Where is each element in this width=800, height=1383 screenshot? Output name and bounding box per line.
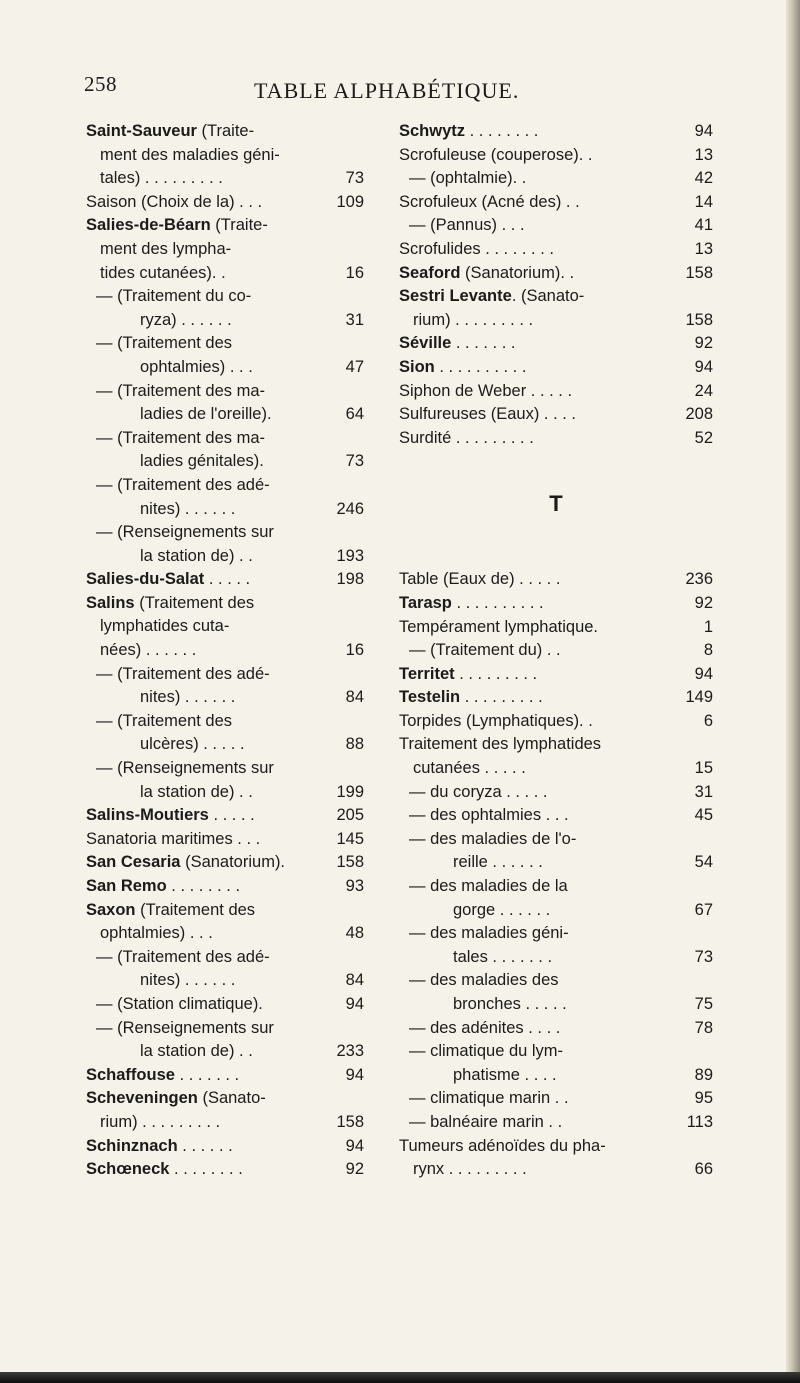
index-entry xyxy=(86,1064,364,1088)
entry-page-number: 67 xyxy=(694,900,713,919)
index-entry xyxy=(86,380,364,427)
entry-term: Territet xyxy=(399,664,455,683)
index-entry xyxy=(86,851,364,875)
index-entry xyxy=(86,710,364,757)
entry-page-number: 208 xyxy=(685,405,713,424)
index-entry xyxy=(399,238,713,262)
entry-term: Salies-du-Salat xyxy=(86,570,205,589)
entry-term-rest: . . . . . . . . xyxy=(465,122,539,140)
entry-line xyxy=(86,214,364,238)
entry-term-rest: . . . . . . . . . xyxy=(454,664,538,683)
index-entry xyxy=(399,686,713,710)
index-entry xyxy=(86,1135,364,1159)
entry-line: phatisme . . . . xyxy=(453,1065,557,1084)
entry-page-number: 47 xyxy=(345,357,364,376)
entry-term-rest: . . . . . . xyxy=(177,1136,233,1155)
index-entry xyxy=(399,922,713,969)
entry-page-number: 193 xyxy=(336,546,364,565)
index-entry xyxy=(86,946,364,993)
entry-line: Scrofulides . . . . . . . . xyxy=(399,239,554,258)
index-entry xyxy=(399,167,713,191)
index-entry xyxy=(399,356,713,380)
entry-page-number: 94 xyxy=(345,1136,364,1155)
index-section-s xyxy=(399,120,713,450)
entry-page-number: 41 xyxy=(694,216,713,235)
entry-line xyxy=(399,686,713,710)
entry-page-number: 158 xyxy=(685,310,713,329)
entry-term: Schwytz xyxy=(399,122,466,140)
entry-page-number: 24 xyxy=(694,381,713,400)
page-edge-shadow xyxy=(786,0,800,1383)
entry-line: — (Traitement des ma- xyxy=(96,381,266,400)
entry-line: gorge . . . . . . xyxy=(453,900,551,919)
entry-term: Saxon xyxy=(86,900,136,919)
entry-page-number: 13 xyxy=(694,145,713,164)
entry-line: Tempérament lymphatique. xyxy=(399,617,599,636)
entry-page-number: 66 xyxy=(694,1160,713,1179)
entry-term-rest: (Traite- xyxy=(210,216,268,235)
index-entry xyxy=(86,427,364,474)
entry-page-number: 246 xyxy=(336,499,364,518)
entry-page-number: 94 xyxy=(694,664,713,683)
entry-line: — (Renseignements sur xyxy=(96,1018,274,1037)
entry-line: tides cutanées). . xyxy=(100,263,226,282)
index-entry xyxy=(399,380,713,404)
entry-page-number: 84 xyxy=(345,688,364,707)
entry-line: ladies de l'oreille). xyxy=(140,405,272,424)
entry-term: San Remo xyxy=(86,877,167,895)
entry-page-number: 1 xyxy=(703,617,713,636)
entry-term: Salins xyxy=(86,593,135,612)
entry-line xyxy=(399,663,713,687)
index-entry xyxy=(86,1158,364,1182)
entry-line: — (Traitement des ma- xyxy=(96,428,266,447)
entry-line: Saison (Choix de la) . . . xyxy=(86,192,263,211)
entry-line: ulcères) . . . . . xyxy=(140,735,245,754)
entry-line: — (Traitement du co- xyxy=(96,287,252,306)
entry-line: Sanatoria maritimes . . . xyxy=(86,829,261,848)
entry-term-rest: . . . . . . . . . . xyxy=(451,593,544,612)
entry-line xyxy=(86,851,364,875)
entry-term: Salies-de-Béarn xyxy=(86,216,211,235)
entry-line: — (Renseignements sur xyxy=(96,759,274,778)
index-entry xyxy=(399,639,713,663)
index-entry xyxy=(86,757,364,804)
index-entry xyxy=(399,332,713,356)
entry-line xyxy=(86,1064,364,1088)
index-entry xyxy=(399,403,713,427)
entry-line: — (Renseignements sur xyxy=(96,523,274,542)
entry-page-number: 8 xyxy=(703,641,713,660)
entry-page-number: 89 xyxy=(694,1065,713,1084)
entry-line: — (Traitement des xyxy=(96,711,233,730)
entry-line: tales . . . . . . . xyxy=(453,947,553,966)
entry-line xyxy=(399,356,713,380)
section-letter-heading: T xyxy=(549,491,563,517)
entry-page-number: 31 xyxy=(694,782,713,801)
index-entry xyxy=(86,804,364,828)
entry-line: — (Traitement des adé- xyxy=(96,664,270,683)
entry-term: Seaford xyxy=(399,263,461,282)
entry-term: Testelin xyxy=(399,688,461,707)
entry-page-number: 16 xyxy=(345,263,364,282)
entry-term-rest: . . . . . . . . . . xyxy=(434,357,527,376)
index-entry xyxy=(86,1087,364,1134)
entry-line: — des maladies de l'o- xyxy=(409,829,577,848)
entry-term: Tarasp xyxy=(399,593,452,612)
entry-line: ladies génitales). xyxy=(140,452,264,471)
entry-page-number: 109 xyxy=(336,192,364,211)
entry-line: — (Traitement du) . . xyxy=(409,641,561,660)
entry-line: — des maladies de la xyxy=(409,877,568,896)
index-entry xyxy=(399,285,713,332)
entry-line: nites) . . . . . . xyxy=(140,971,236,990)
entry-page-number: 198 xyxy=(336,570,364,589)
entry-line: — des adénites . . . . xyxy=(409,1018,561,1037)
index-entry xyxy=(399,781,713,805)
entry-line: — (Traitement des adé- xyxy=(96,947,270,966)
entry-line: nites) . . . . . . xyxy=(140,499,236,518)
entry-line xyxy=(399,332,713,356)
page-header xyxy=(84,72,724,116)
entry-line: ryza) . . . . . . xyxy=(140,310,232,329)
index-entry xyxy=(86,592,364,663)
entry-page-number: 64 xyxy=(345,405,364,424)
entry-page-number: 145 xyxy=(336,829,364,848)
entry-line xyxy=(86,120,364,144)
index-entry xyxy=(86,1017,364,1064)
entry-term-rest: (Traitement des xyxy=(135,900,256,919)
entry-term: Schinznach xyxy=(86,1136,178,1155)
entry-line: Tumeurs adénoïdes du pha- xyxy=(399,1136,606,1155)
entry-line xyxy=(86,1135,364,1159)
entry-page-number: 199 xyxy=(336,782,364,801)
index-entry xyxy=(86,214,364,285)
entry-line: — des maladies des xyxy=(409,971,559,990)
index-entry xyxy=(399,1135,713,1182)
entry-page-number: 54 xyxy=(694,853,713,872)
entry-page-number: 42 xyxy=(694,169,713,188)
entry-line: rium) . . . . . . . . . xyxy=(100,1112,221,1131)
entry-page-number: 95 xyxy=(694,1089,713,1108)
entry-line xyxy=(86,875,364,899)
entry-page-number: 14 xyxy=(694,192,713,211)
entry-page-number: 158 xyxy=(336,1112,364,1131)
index-entry xyxy=(399,875,713,922)
entry-page-number: 84 xyxy=(345,971,364,990)
index-entry xyxy=(399,804,713,828)
entry-line: nites) . . . . . . xyxy=(140,688,236,707)
entry-line: — climatique du lym- xyxy=(409,1042,564,1061)
entry-term: Saint-Sauveur xyxy=(86,122,197,140)
page-number: 258 xyxy=(84,72,117,96)
entry-term-rest: . . . . . xyxy=(208,806,255,825)
index-entry xyxy=(86,828,364,852)
entry-term-rest: . . . . . . . xyxy=(451,334,516,353)
entry-page-number: 233 xyxy=(336,1042,364,1061)
entry-term: Scheveningen xyxy=(86,1089,198,1108)
entry-line: la station de) . . xyxy=(140,782,253,801)
entry-page-number: 149 xyxy=(685,688,713,707)
entry-line: Siphon de Weber . . . . . xyxy=(399,381,573,400)
entry-line xyxy=(86,1087,364,1111)
entry-page-number: 205 xyxy=(336,806,364,825)
index-entry xyxy=(399,663,713,687)
index-entry xyxy=(399,427,713,451)
entry-page-number: 73 xyxy=(345,169,364,188)
entry-line: Surdité . . . . . . . . . xyxy=(399,428,534,447)
entry-page-number: 15 xyxy=(694,759,713,778)
entry-line xyxy=(86,899,364,923)
entry-term-rest: (Sanatorium). . xyxy=(460,263,575,282)
entry-term-rest: . . . . . . . . xyxy=(169,1160,243,1179)
entry-page-number: 48 xyxy=(345,924,364,943)
entry-page-number: 45 xyxy=(694,806,713,825)
index-entry xyxy=(86,568,364,592)
index-entry xyxy=(399,1040,713,1087)
entry-line: la station de) . . xyxy=(140,546,253,565)
entry-line: Scrofuleuse (couperose). . xyxy=(399,145,593,164)
entry-line: Table (Eaux de) . . . . . xyxy=(399,570,561,589)
index-entry xyxy=(399,969,713,1016)
index-entry xyxy=(399,733,713,780)
entry-page-number: 94 xyxy=(345,994,364,1013)
index-entry xyxy=(399,592,713,616)
entry-term: Sestri Levante xyxy=(399,287,512,306)
entry-page-number: 158 xyxy=(336,853,364,872)
index-entry xyxy=(86,663,364,710)
entry-line: — climatique marin . . xyxy=(409,1089,569,1108)
entry-line xyxy=(86,804,364,828)
entry-term-rest: (Sanato- xyxy=(197,1089,266,1108)
entry-page-number: 78 xyxy=(694,1018,713,1037)
index-entry xyxy=(86,285,364,332)
index-entry xyxy=(399,262,713,286)
entry-term-rest: . . . . . . . . . xyxy=(460,688,543,707)
index-entry xyxy=(86,521,364,568)
entry-term-rest: . (Sanato- xyxy=(511,287,585,306)
index-entry xyxy=(86,120,364,191)
index-column-right xyxy=(399,120,713,1182)
entry-line: rium) . . . . . . . . . xyxy=(413,310,534,329)
entry-line: reille . . . . . . xyxy=(453,853,543,872)
entry-page-number: 73 xyxy=(694,947,713,966)
running-title: TABLE ALPHABÉTIQUE. xyxy=(254,78,520,103)
entry-page-number: 31 xyxy=(345,310,364,329)
entry-line xyxy=(86,592,364,616)
entry-term-rest: (Sanatorium). xyxy=(180,853,286,872)
entry-term: Schœneck xyxy=(86,1160,170,1179)
entry-line: — du coryza . . . . . xyxy=(409,782,548,801)
entry-page-number: 75 xyxy=(694,995,713,1013)
index-entry xyxy=(86,474,364,521)
index-entry xyxy=(86,899,364,946)
entry-page-number: 113 xyxy=(686,1112,713,1131)
entry-line xyxy=(86,1158,364,1182)
entry-line: — des ophtalmies . . . xyxy=(409,806,569,825)
entry-line: — (Traitement des xyxy=(96,334,233,353)
entry-line xyxy=(399,592,713,616)
entry-page-number: 94 xyxy=(694,122,713,140)
entry-page-number: 88 xyxy=(345,735,364,754)
entry-line: ophtalmies) . . . xyxy=(140,357,253,376)
entry-page-number: 236 xyxy=(685,570,713,589)
entry-page-number: 94 xyxy=(345,1065,364,1084)
entry-line: Sulfureuses (Eaux) . . . . xyxy=(399,405,576,424)
entry-term-rest: (Traite- xyxy=(196,122,255,140)
entry-line: — balnéaire marin . . xyxy=(409,1112,563,1131)
entry-line: — (ophtalmie). . xyxy=(409,169,527,188)
entry-page-number: 93 xyxy=(345,877,364,895)
entry-line: Traitement des lymphatides xyxy=(399,735,602,754)
index-entry xyxy=(399,1017,713,1041)
entry-term: Séville xyxy=(399,334,452,353)
index-section-t xyxy=(399,568,713,1181)
entry-line: nées) . . . . . . xyxy=(100,641,197,660)
entry-line: — (Station climatique). xyxy=(96,994,263,1013)
entry-line xyxy=(399,285,713,309)
entry-page-number: 6 xyxy=(703,711,713,730)
index-column-left xyxy=(86,120,364,1182)
index-entry xyxy=(399,120,713,144)
index-entry xyxy=(399,568,713,592)
entry-page-number: 16 xyxy=(345,641,364,660)
entry-line: bronches . . . . . xyxy=(453,995,567,1013)
entry-term: Schaffouse xyxy=(86,1065,175,1084)
entry-term-rest: . . . . . . . . xyxy=(166,877,241,895)
entry-line xyxy=(399,120,713,144)
entry-term-rest: . . . . . xyxy=(204,570,251,589)
index-entry xyxy=(399,1087,713,1111)
entry-term: Salins-Moutiers xyxy=(86,806,209,825)
index-entry xyxy=(86,332,364,379)
entry-page-number: 94 xyxy=(694,357,713,376)
entry-line: — (Pannus) . . . xyxy=(409,216,525,235)
entry-line: tales) . . . . . . . . . xyxy=(100,169,223,188)
entry-term-rest: . . . . . . . xyxy=(174,1065,240,1084)
entry-page-number: 52 xyxy=(694,428,713,447)
index-entry xyxy=(399,214,713,238)
entry-line: ment des lympha- xyxy=(100,239,232,258)
index-entry xyxy=(86,191,364,215)
entry-line: ment des maladies géni- xyxy=(100,145,280,164)
entry-line: — des maladies géni- xyxy=(409,924,569,943)
entry-line: Torpides (Lymphatiques). . xyxy=(399,711,593,730)
entry-line: la station de) . . xyxy=(140,1042,253,1061)
entry-page-number: 92 xyxy=(694,593,713,612)
scan-bottom-border xyxy=(0,1372,800,1383)
entry-term: Sion xyxy=(399,357,435,376)
entry-line: ophtalmies) . . . xyxy=(100,924,213,943)
entry-page-number: 158 xyxy=(685,263,713,282)
entry-line: Scrofuleux (Acné des) . . xyxy=(399,192,580,211)
index-entry xyxy=(399,191,713,215)
entry-page-number: 13 xyxy=(694,239,713,258)
entry-page-number: 92 xyxy=(345,1160,364,1179)
index-entry xyxy=(399,1111,713,1135)
index-entry xyxy=(86,875,364,899)
entry-term: San Cesaria xyxy=(86,853,181,872)
entry-line xyxy=(399,262,713,286)
index-entry xyxy=(399,616,713,640)
index-entry xyxy=(399,710,713,734)
index-entry xyxy=(399,828,713,875)
index-entry xyxy=(86,993,364,1017)
entry-line: rynx . . . . . . . . . xyxy=(413,1160,527,1179)
entry-page-number: 92 xyxy=(694,334,713,353)
entry-line: cutanées . . . . . xyxy=(413,759,526,778)
entry-line: — (Traitement des adé- xyxy=(96,475,270,494)
entry-term-rest: (Traitement des xyxy=(134,593,255,612)
entry-page-number: 73 xyxy=(345,452,364,471)
entry-line: lymphatides cuta- xyxy=(100,617,230,636)
index-entry xyxy=(399,144,713,168)
entry-line xyxy=(86,568,364,592)
